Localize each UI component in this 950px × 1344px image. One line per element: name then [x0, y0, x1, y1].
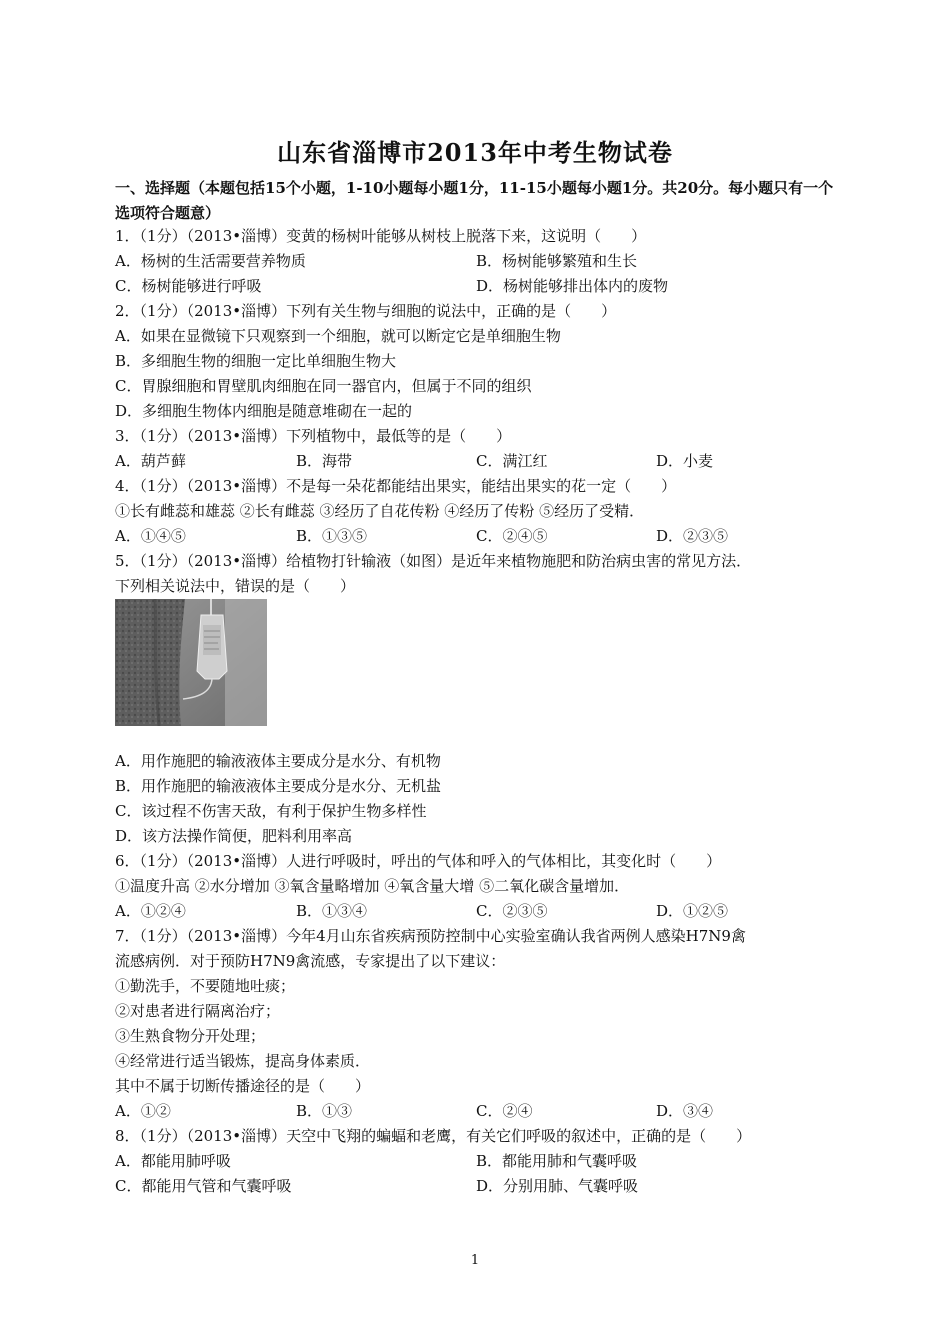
question-1-option-d: D．杨树能够排出体内的废物 — [476, 277, 669, 295]
question-8-option-d: D．分别用肺、气囊呼吸 — [476, 1177, 639, 1195]
question-7-option-b: B．①③ — [296, 1102, 353, 1120]
question-7-option-c: C．②④ — [476, 1102, 533, 1120]
question-6-option-a: A．①②④ — [115, 902, 186, 920]
question-7-suggestion-4: ④经常进行适当锻炼，提高身体素质． — [115, 1052, 371, 1070]
question-1-option-a: A．杨树的生活需要营养物质 — [115, 252, 306, 270]
question-3-option-d: D．小麦 — [656, 452, 714, 470]
section-heading: 一、选择题（本题包括15个小题，1-10小题每小题1分，11-15小题每小题1分。共20分。每小题只有一个选项符合题意） — [115, 179, 834, 222]
question-7-stem-line-2: 流感病例．对于预防H7N9禽流感，专家提出了以下建议： — [115, 952, 506, 970]
question-1-option-b: B．杨树能够繁殖和生长 — [476, 252, 638, 270]
question-3-option-a: A．葫芦藓 — [115, 452, 186, 470]
question-4-items: ①长有雌蕊和雄蕊 ②长有雌蕊 ③经历了自花传粉 ④经历了传粉 ⑤经历了受精． — [115, 502, 645, 520]
question-5-stem-line-1: 5．（1分）（2013•淄博）给植物打针输液（如图）是近年来植物施肥和防治病虫害的常见方法． — [115, 552, 752, 570]
question-6-option-c: C．②③⑤ — [476, 902, 548, 920]
question-7-suggestion-2: ②对患者进行隔离治疗； — [115, 1002, 281, 1020]
question-8-option-b: B．都能用肺和气囊呼吸 — [476, 1152, 638, 1170]
question-4-stem: 4．（1分）（2013•淄博）不是每一朵花都能结出果实，能结出果实的花一定（ ） — [115, 477, 677, 495]
question-2-stem: 2．（1分）（2013•淄博）下列有关生物与细胞的说法中，正确的是（ ） — [115, 302, 617, 320]
question-2-option-d: D．多细胞生物体内细胞是随意堆砌在一起的 — [115, 402, 413, 420]
question-5-option-d: D．该方法操作简便，肥料利用率高 — [115, 827, 353, 845]
question-3-stem: 3．（1分）（2013•淄博）下列植物中，最低等的是（ ） — [115, 427, 512, 445]
question-3-option-b: B．海带 — [296, 452, 353, 470]
question-7-stem-line-1: 7．（1分）（2013•淄博）今年4月山东省疾病预防控制中心实验室确认我省两例人感染H7N9禽 — [115, 927, 746, 945]
question-2-option-b: B．多细胞生物的细胞一定比单细胞生物大 — [115, 352, 397, 370]
question-6-option-b: B．①③④ — [296, 902, 368, 920]
question-6-items: ①温度升高 ②水分增加 ③氧含量略增加 ④氧含量大增 ⑤二氧化碳含量增加． — [115, 877, 630, 895]
question-5-option-a: A．用作施肥的输液液体主要成分是水分、有机物 — [115, 752, 441, 770]
question-1-option-c: C．杨树能够进行呼吸 — [115, 277, 262, 295]
question-6-option-d: D．①②⑤ — [656, 902, 729, 920]
question-3-option-c: C．满江红 — [476, 452, 548, 470]
question-7-ask: 其中不属于切断传播途径的是（ ） — [115, 1077, 371, 1095]
question-5-option-b: B．用作施肥的输液液体主要成分是水分、无机盐 — [115, 777, 442, 795]
tree-infusion-photo — [115, 599, 267, 726]
question-7-option-a: A．①② — [115, 1102, 171, 1120]
question-7-suggestion-3: ③生熟食物分开处理； — [115, 1027, 266, 1045]
question-7-suggestion-1: ①勤洗手，不要随地吐痰； — [115, 977, 296, 995]
question-2-option-c: C．胃腺细胞和胃壁肌肉细胞在同一器官内，但属于不同的组织 — [115, 377, 532, 395]
question-2-option-a: A．如果在显微镜下只观察到一个细胞，就可以断定它是单细胞生物 — [115, 327, 561, 345]
question-1-stem: 1．（1分）（2013•淄博）变黄的杨树叶能够从树枝上脱落下来，这说明（ ） — [115, 227, 647, 245]
question-8-stem: 8．（1分）（2013•淄博）天空中飞翔的蝙蝠和老鹰，有关它们呼吸的叙述中，正确的是（ ） — [115, 1127, 752, 1145]
question-4-option-a: A．①④⑤ — [115, 527, 186, 545]
question-5-stem-line-2: 下列相关说法中，错误的是（ ） — [115, 577, 356, 595]
question-7-option-d: D．③④ — [656, 1102, 714, 1120]
question-4-option-d: D．②③⑤ — [656, 527, 729, 545]
question-8-option-a: A．都能用肺呼吸 — [115, 1152, 231, 1170]
page-title: 山东省淄博市2013年中考生物试卷 — [277, 138, 673, 167]
question-4-option-c: C．②④⑤ — [476, 527, 548, 545]
question-5-option-c: C．该过程不伤害天敌，有利于保护生物多样性 — [115, 802, 427, 820]
question-6-stem: 6．（1分）（2013•淄博）人进行呼吸时，呼出的气体和呼入的气体相比，其变化时（ ） — [115, 852, 722, 870]
question-8-option-c: C．都能用气管和气囊呼吸 — [115, 1177, 292, 1195]
question-4-option-b: B．①③⑤ — [296, 527, 368, 545]
page-number: 1 — [470, 1253, 480, 1268]
